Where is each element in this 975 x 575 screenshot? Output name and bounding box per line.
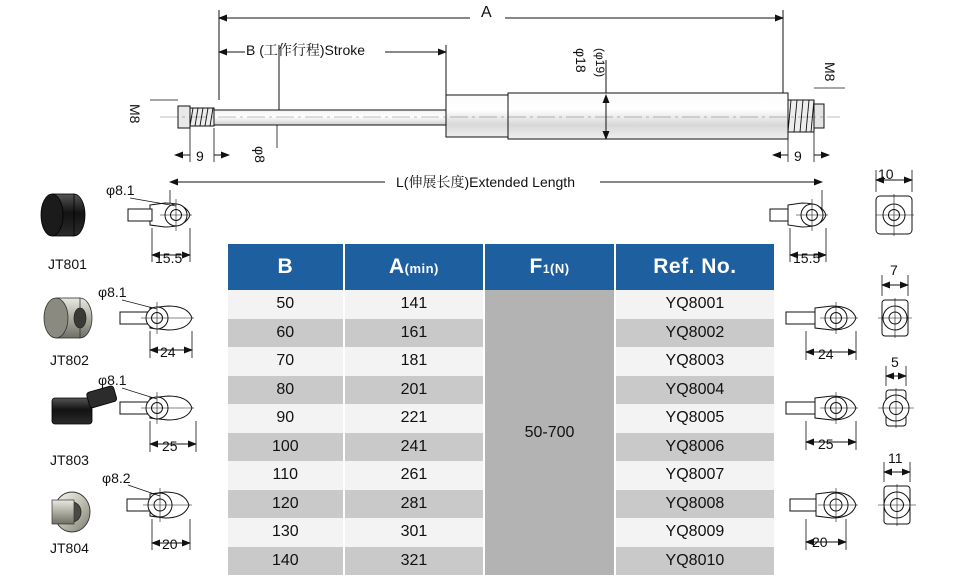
cell-b: 120 xyxy=(228,490,344,519)
dim-label-endview-w2: 7 xyxy=(890,262,898,278)
cell-ref: YQ8006 xyxy=(615,433,774,462)
col-header-a-sub: (min) xyxy=(405,261,439,276)
table-header-row xyxy=(228,244,774,290)
dim-label-endview-w4: 11 xyxy=(888,450,903,466)
dim-label-right-len-4: 20 xyxy=(812,534,828,550)
cell-a: 281 xyxy=(344,490,485,519)
col-header-b: B xyxy=(228,244,344,290)
dim-label-rod-dia: φ8 xyxy=(252,146,268,163)
col-header-f1-sub: 1 xyxy=(543,262,550,276)
cell-b: 110 xyxy=(228,461,344,490)
cell-a: 241 xyxy=(344,433,485,462)
col-header-a-text: A xyxy=(389,255,405,278)
dim-label-endview-w3: 5 xyxy=(891,354,899,370)
dim-label-jt803-bore: φ8.1 xyxy=(98,372,127,388)
dim-label-jt802-bore: φ8.1 xyxy=(98,284,127,300)
dim-label-right-len-1: 15.5 xyxy=(793,250,820,266)
dim-label-jt801-len: 15.5 xyxy=(155,250,182,266)
cell-b: 50 xyxy=(228,290,344,319)
dim-label-endview-w1: 10 xyxy=(878,166,894,182)
col-header-ref: Ref. No. xyxy=(615,244,774,290)
cell-ref: YQ8009 xyxy=(615,518,774,547)
table-row xyxy=(228,290,774,319)
dim-label-jt803-len: 25 xyxy=(162,438,178,454)
cell-b: 60 xyxy=(228,319,344,348)
cell-ref: YQ8008 xyxy=(615,490,774,519)
dim-label-tube-dia-alt: (φ19) xyxy=(593,48,607,77)
cell-ref: YQ8001 xyxy=(615,290,774,319)
part-label-jt802: JT802 xyxy=(50,352,89,368)
cell-b: 70 xyxy=(228,347,344,376)
cell-a: 141 xyxy=(344,290,485,319)
cell-b: 90 xyxy=(228,404,344,433)
dim-label-jt804-bore: φ8.2 xyxy=(102,470,131,486)
cell-force-range: 50-700 xyxy=(484,290,615,575)
cell-a: 301 xyxy=(344,518,485,547)
col-header-f1-text: F xyxy=(529,255,542,278)
dim-label-thread-len-right: 9 xyxy=(794,148,802,164)
cell-a: 261 xyxy=(344,461,485,490)
cell-ref: YQ8007 xyxy=(615,461,774,490)
part-label-jt804: JT804 xyxy=(50,540,89,556)
cell-a: 161 xyxy=(344,319,485,348)
col-header-a xyxy=(344,244,485,290)
dim-label-jt802-len: 24 xyxy=(160,344,176,360)
dim-label-stroke: B (工作行程)Stroke xyxy=(246,40,365,60)
cell-a: 221 xyxy=(344,404,485,433)
cell-b: 100 xyxy=(228,433,344,462)
cell-a: 321 xyxy=(344,547,485,575)
dim-label-tube-dia: φ18 xyxy=(573,48,589,73)
part-label-jt801: JT801 xyxy=(48,256,87,272)
part-label-jt803: JT803 xyxy=(50,452,89,468)
dim-label-thread-right: M8 xyxy=(822,62,838,81)
col-header-f1 xyxy=(484,244,615,290)
dim-label-jt804-len: 20 xyxy=(162,536,178,552)
dim-label-a: A xyxy=(481,4,492,22)
cell-a: 181 xyxy=(344,347,485,376)
cell-a: 201 xyxy=(344,376,485,405)
cell-ref: YQ8005 xyxy=(615,404,774,433)
cell-b: 140 xyxy=(228,547,344,575)
cell-ref: YQ8003 xyxy=(615,347,774,376)
dim-label-thread-len-left: 9 xyxy=(196,148,204,164)
cell-ref: YQ8010 xyxy=(615,547,774,575)
dim-label-right-len-3: 25 xyxy=(818,436,834,452)
dim-label-right-len-2: 24 xyxy=(818,346,834,362)
cell-ref: YQ8004 xyxy=(615,376,774,405)
dim-label-thread-left: M8 xyxy=(127,104,143,123)
spec-table xyxy=(228,244,774,575)
cell-b: 130 xyxy=(228,518,344,547)
dim-label-extended-length: L(伸展长度)Extended Length xyxy=(396,172,575,192)
cell-ref: YQ8002 xyxy=(615,319,774,348)
table-body xyxy=(228,290,774,575)
dim-label-jt801-bore: φ8.1 xyxy=(106,182,135,198)
col-header-f1-unit: (N) xyxy=(550,261,570,276)
cell-b: 80 xyxy=(228,376,344,405)
